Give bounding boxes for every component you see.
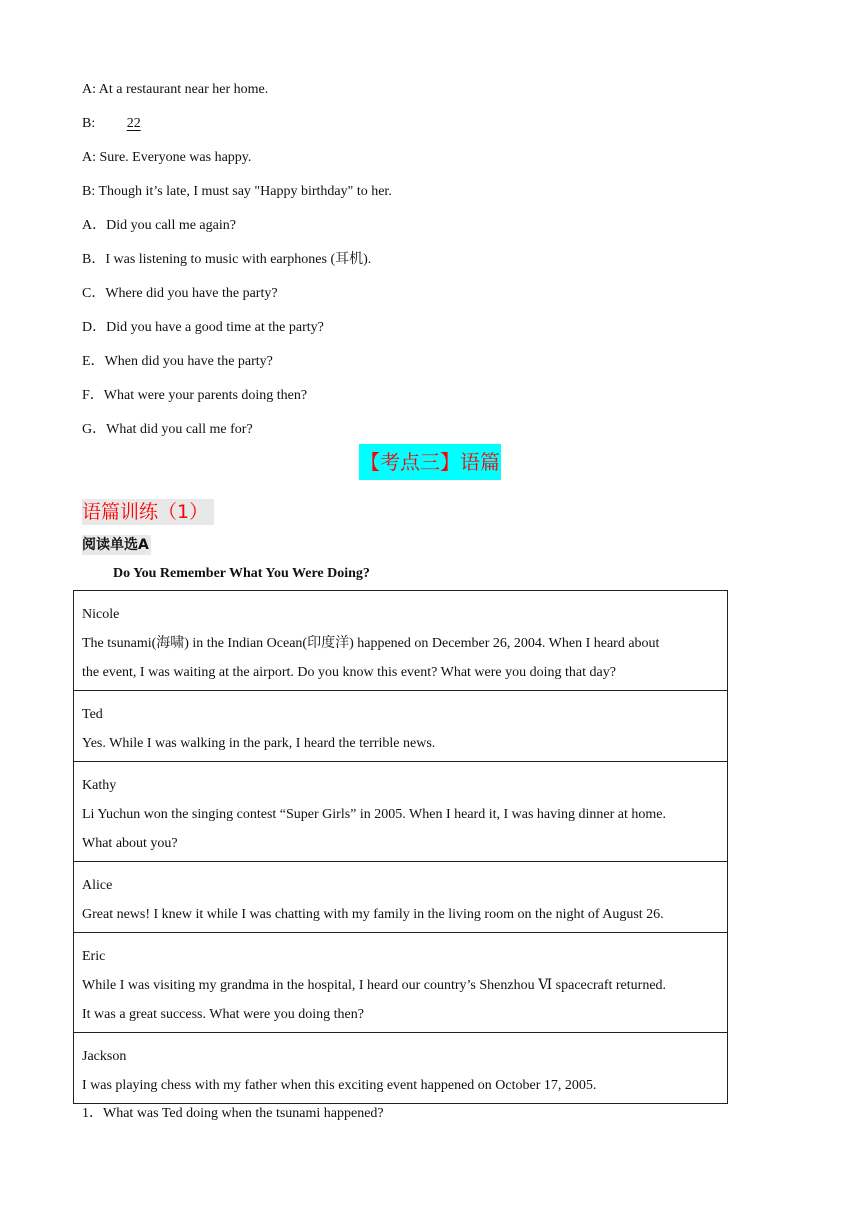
option-f[interactable] bbox=[82, 386, 307, 406]
training-heading: 语篇训练（1） bbox=[82, 499, 214, 525]
dialogue-text: At a restaurant near her home. bbox=[98, 82, 269, 97]
post-line: What about you? bbox=[82, 836, 178, 851]
option-letter: C． bbox=[82, 286, 106, 301]
question-number: 1． bbox=[82, 1106, 103, 1121]
section-heading: 【考点三】语篇 bbox=[359, 444, 501, 480]
dialogue-text: Though it’s late, I must say "Happy birthday" to her. bbox=[98, 184, 392, 199]
post-cell bbox=[74, 762, 728, 862]
post-line: Yes. While I was walking in the park, I heard the terrible news. bbox=[82, 736, 436, 751]
post-author: Nicole bbox=[82, 607, 120, 622]
option-text: What did you call me for? bbox=[106, 422, 253, 437]
option-text: Where did you have the party? bbox=[105, 286, 278, 301]
option-letter: B． bbox=[82, 252, 106, 267]
dialogue-text: Sure. Everyone was happy. bbox=[99, 150, 252, 165]
option-c[interactable] bbox=[82, 284, 278, 304]
option-text: When did you have the party? bbox=[104, 354, 273, 369]
post-cell bbox=[74, 591, 728, 691]
post-cell bbox=[74, 691, 728, 762]
option-a[interactable] bbox=[82, 216, 236, 236]
post-cell bbox=[74, 933, 728, 1033]
post-line: It was a great success. What were you doing then? bbox=[82, 1007, 364, 1022]
post-line: I was playing chess with my father when this exciting event happened on October 17, 2005. bbox=[82, 1078, 597, 1093]
posts-table bbox=[73, 590, 728, 1104]
passage-title: Do You Remember What You Were Doing? bbox=[113, 566, 370, 581]
option-letter: E． bbox=[82, 354, 105, 369]
post-line: The tsunami(海啸) in the Indian Ocean(印度洋) happened on December 26, 2004. When I heard about bbox=[82, 636, 660, 651]
dialogue-line-2 bbox=[82, 114, 153, 134]
option-text: What were your parents doing then? bbox=[103, 388, 308, 403]
post-author: Alice bbox=[82, 878, 113, 893]
option-text: I was listening to music with earphones (耳机). bbox=[105, 252, 372, 267]
post-line: Great news! I knew it while I was chatting with my family in the living room on the night of August 26. bbox=[82, 907, 664, 922]
post-cell bbox=[74, 862, 728, 933]
post-author: Ted bbox=[82, 707, 103, 722]
blank-number: 22 bbox=[126, 116, 141, 131]
dialogue-line-4 bbox=[82, 182, 392, 202]
option-d[interactable] bbox=[82, 318, 324, 338]
option-letter: F． bbox=[82, 388, 104, 403]
dialogue-line-1 bbox=[82, 80, 268, 100]
speaker: B: bbox=[82, 116, 96, 131]
post-line: the event, I was waiting at the airport. Do you know this event? What were you doing that day? bbox=[82, 665, 616, 680]
option-e[interactable] bbox=[82, 352, 273, 372]
option-text: Did you have a good time at the party? bbox=[106, 320, 324, 335]
option-b[interactable] bbox=[82, 250, 371, 270]
post-line: While I was visiting my grandma in the hospital, I heard our country’s Shenzhou Ⅵ spacecraft returned. bbox=[82, 978, 667, 993]
post-author: Jackson bbox=[82, 1049, 127, 1064]
post-row bbox=[74, 691, 728, 762]
speaker: A: bbox=[82, 82, 96, 97]
question-text: What was Ted doing when the tsunami happened? bbox=[103, 1106, 384, 1121]
post-line: Li Yuchun won the singing contest “Super Girls” in 2005. When I heard it, I was having dinner at home. bbox=[82, 807, 666, 822]
option-letter: A． bbox=[82, 218, 107, 233]
option-text: Did you call me again? bbox=[106, 218, 236, 233]
post-row bbox=[74, 1033, 728, 1104]
dialogue-line-3 bbox=[82, 148, 251, 168]
post-author: Eric bbox=[82, 949, 106, 964]
option-g[interactable] bbox=[82, 420, 253, 440]
option-letter: D． bbox=[82, 320, 107, 335]
post-row bbox=[74, 862, 728, 933]
post-row bbox=[74, 762, 728, 862]
reading-label: 阅读单选A bbox=[82, 537, 149, 553]
answer-blank[interactable] bbox=[99, 116, 153, 131]
question-1 bbox=[82, 1104, 384, 1124]
speaker: B: bbox=[82, 184, 96, 199]
speaker: A: bbox=[82, 150, 96, 165]
post-row bbox=[74, 933, 728, 1033]
post-author: Kathy bbox=[82, 778, 117, 793]
option-letter: G． bbox=[82, 422, 107, 437]
post-row bbox=[74, 591, 728, 691]
post-cell bbox=[74, 1033, 728, 1104]
